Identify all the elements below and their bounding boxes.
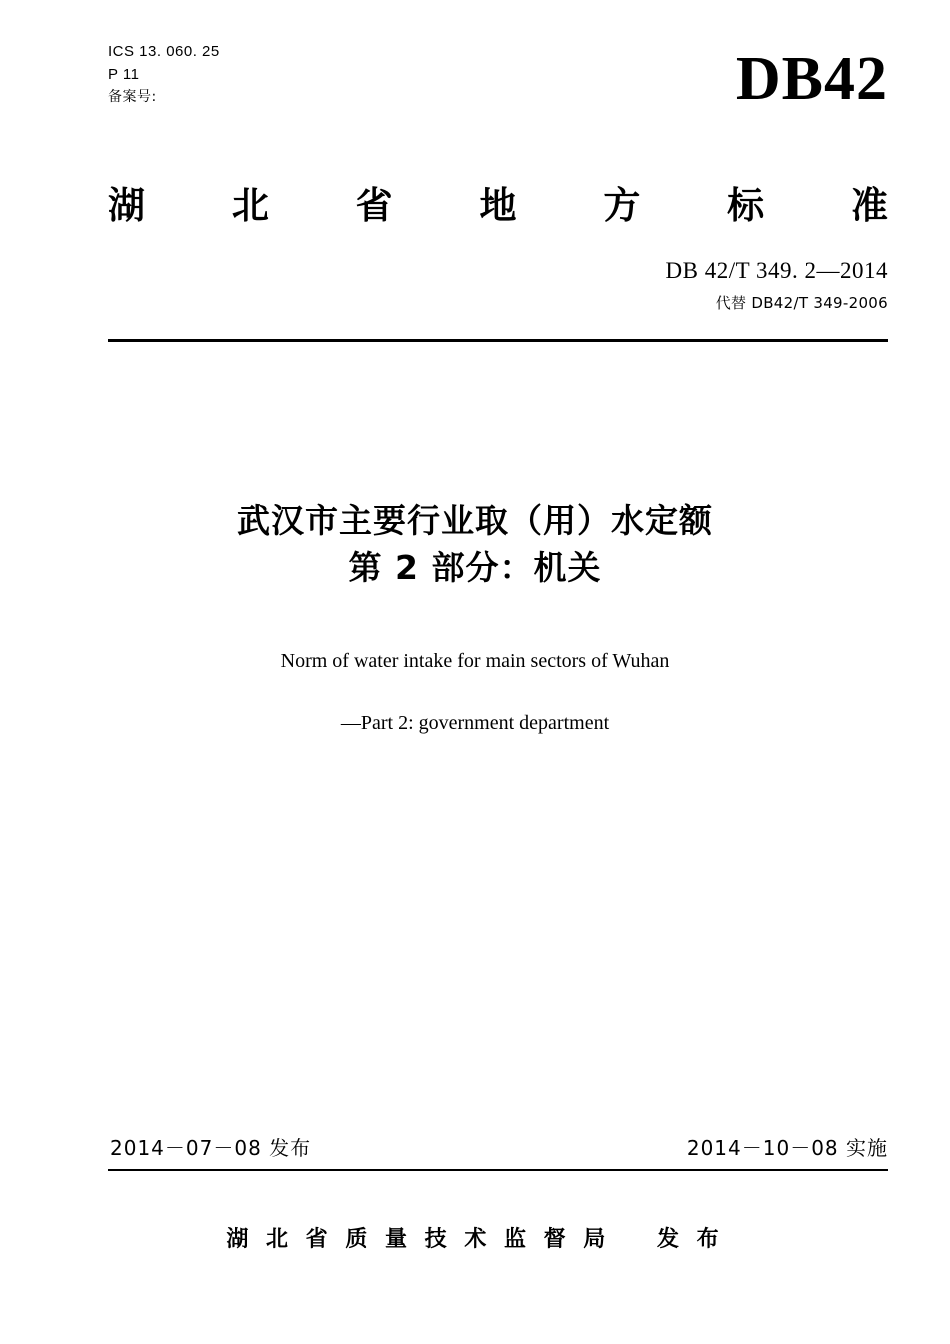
page-title — [0, 497, 950, 591]
standard-number: DB 42/T 349. 2—2014 — [665, 258, 888, 283]
banner-char-4: 地 — [479, 184, 517, 227]
standard-banner — [108, 175, 888, 229]
date-row — [110, 1132, 888, 1161]
footer-divider — [108, 1169, 888, 1171]
banner-char-7: 准 — [850, 184, 888, 227]
publisher-action: 发 布 — [656, 1227, 724, 1252]
ics-block — [108, 40, 220, 109]
effective-date: 2014－10－08 实施 — [686, 1136, 888, 1160]
banner-char-1: 湖 — [108, 184, 145, 227]
banner-char-5: 方 — [603, 184, 641, 227]
standard-replaces: 代替 DB42/T 349-2006 — [715, 294, 888, 312]
header-divider — [108, 339, 888, 342]
ics-code: ICS 13. 060. 25 — [108, 43, 220, 60]
publisher-line — [0, 1222, 950, 1253]
record-number-label: 备案号: — [108, 89, 157, 105]
banner-char-6: 标 — [727, 184, 765, 227]
english-subtitle: —Part 2: government department — [340, 712, 610, 734]
title-line-1: 武汉市主要行业取（用）水定额 — [237, 501, 713, 540]
issue-date: 2014－07－08 发布 — [110, 1136, 312, 1160]
title-line-2: 第 2 部分：机关 — [348, 548, 602, 587]
publisher-name: 湖 北 省 质 量 技 术 监 督 局 — [226, 1227, 611, 1252]
classification-code: P 11 — [108, 66, 140, 83]
english-title: Norm of water intake for main sectors of Wuhan — [280, 650, 670, 672]
db-mark: DB42 — [735, 45, 888, 113]
banner-char-3: 省 — [355, 184, 393, 227]
banner-char-2: 北 — [231, 184, 269, 227]
